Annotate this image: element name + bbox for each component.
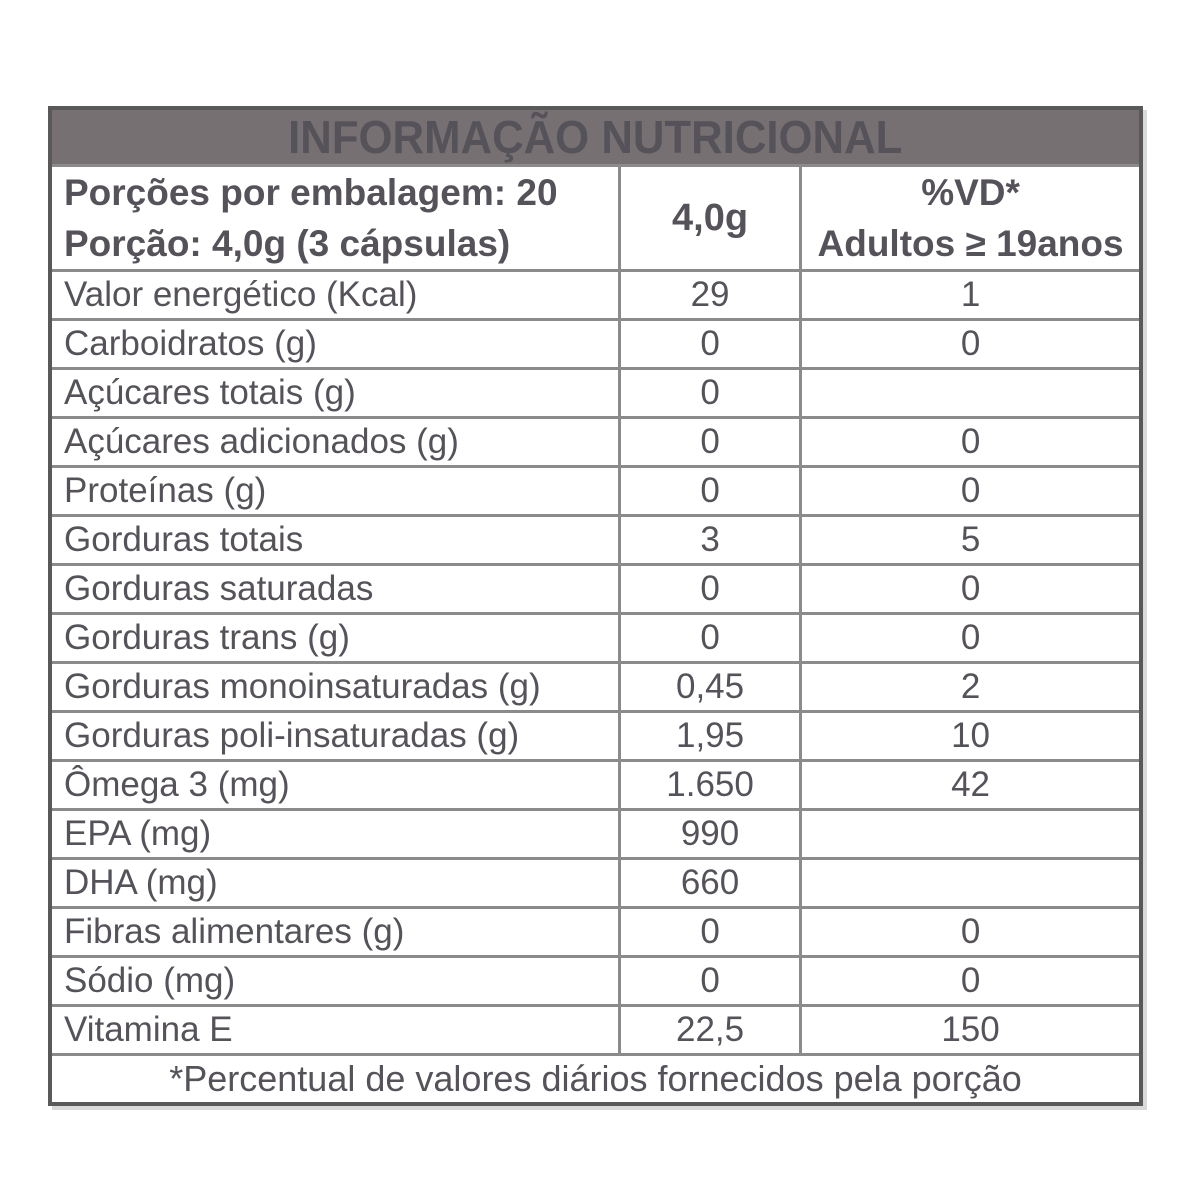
nutrient-label: Gorduras totais (50, 516, 620, 565)
dv-value (801, 810, 1141, 859)
amount-value: 0,45 (620, 663, 801, 712)
table-title-text: INFORMAÇÃO NUTRICIONAL (288, 111, 903, 163)
dv-value: 0 (801, 957, 1141, 1006)
amount-value: 22,5 (620, 1006, 801, 1055)
nutrient-label: Açúcares adicionados (g) (50, 418, 620, 467)
header-row (50, 166, 1141, 271)
dv-value (801, 369, 1141, 418)
nutrient-label: Gorduras saturadas (50, 565, 620, 614)
dv-value: 0 (801, 908, 1141, 957)
dv-value: 5 (801, 516, 1141, 565)
table-row (50, 614, 1141, 663)
daily-value-audience: Adultos ≥ 19anos (817, 223, 1124, 265)
amount-value: 660 (620, 859, 801, 908)
daily-value-footnote: *Percentual de valores diários fornecidos pela porção (50, 1055, 1141, 1105)
table-row (50, 761, 1141, 810)
amount-value: 0 (620, 369, 801, 418)
amount-value: 0 (620, 418, 801, 467)
table-row (50, 712, 1141, 761)
dv-value: 150 (801, 1006, 1141, 1055)
dv-value (801, 859, 1141, 908)
dv-value: 10 (801, 712, 1141, 761)
table-row (50, 418, 1141, 467)
dv-value: 0 (801, 418, 1141, 467)
amount-value: 1.650 (620, 761, 801, 810)
amount-value: 1,95 (620, 712, 801, 761)
table-row (50, 908, 1141, 957)
table-row (50, 663, 1141, 712)
table-row (50, 320, 1141, 369)
nutrient-label: Gorduras poli-insaturadas (g) (50, 712, 620, 761)
amount-value: 0 (620, 467, 801, 516)
dv-value: 1 (801, 271, 1141, 320)
amount-value: 3 (620, 516, 801, 565)
nutrient-label: Valor energético (Kcal) (50, 271, 620, 320)
daily-value-abbrev: %VD* (921, 172, 1020, 213)
amount-value: 0 (620, 565, 801, 614)
dv-value: 42 (801, 761, 1141, 810)
dv-value: 0 (801, 614, 1141, 663)
amount-value: 0 (620, 614, 801, 663)
table-row (50, 467, 1141, 516)
nutrition-table (48, 106, 1143, 1106)
table-row (50, 859, 1141, 908)
amount-value: 29 (620, 271, 801, 320)
nutrient-label: Ômega 3 (mg) (50, 761, 620, 810)
nutrition-label (48, 106, 1143, 1106)
table-row (50, 565, 1141, 614)
table-row (50, 271, 1141, 320)
serving-size: Porção: 4,0g (3 cápsulas) (64, 223, 511, 265)
dv-value: 2 (801, 663, 1141, 712)
nutrient-label: Gorduras monoinsaturadas (g) (50, 663, 620, 712)
amount-value: 0 (620, 908, 801, 957)
table-row (50, 369, 1141, 418)
table-title (50, 108, 1141, 166)
serving-info-cell (50, 166, 620, 271)
footnote-row (50, 1055, 1141, 1105)
nutrient-label: Açúcares totais (g) (50, 369, 620, 418)
nutrient-label: Vitamina E (50, 1006, 620, 1055)
servings-per-package: Porções por embalagem: 20 (64, 172, 558, 213)
table-row (50, 1006, 1141, 1055)
nutrient-label: Proteínas (g) (50, 467, 620, 516)
title-row (50, 108, 1141, 166)
daily-value-column-header (801, 166, 1141, 271)
nutrient-label: Carboidratos (g) (50, 320, 620, 369)
table-row (50, 957, 1141, 1006)
nutrient-label: Gorduras trans (g) (50, 614, 620, 663)
nutrient-label: Fibras alimentares (g) (50, 908, 620, 957)
table-row (50, 810, 1141, 859)
table-row (50, 516, 1141, 565)
amount-value: 0 (620, 320, 801, 369)
nutrient-label: EPA (mg) (50, 810, 620, 859)
dv-value: 0 (801, 565, 1141, 614)
amount-value: 0 (620, 957, 801, 1006)
amount-column-header: 4,0g (620, 166, 801, 271)
dv-value: 0 (801, 320, 1141, 369)
amount-value: 990 (620, 810, 801, 859)
nutrient-label: DHA (mg) (50, 859, 620, 908)
dv-value: 0 (801, 467, 1141, 516)
nutrient-label: Sódio (mg) (50, 957, 620, 1006)
